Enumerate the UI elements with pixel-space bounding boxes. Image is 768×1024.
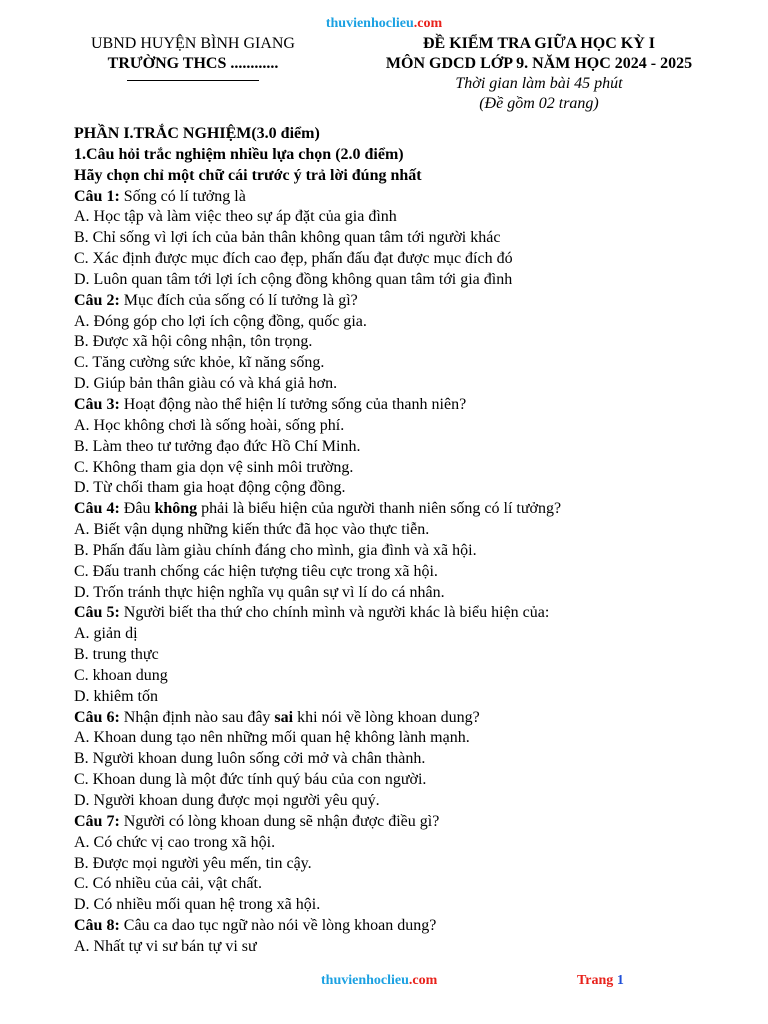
answer-option: B. Được xã hội công nhận, tôn trọng. bbox=[74, 333, 313, 351]
question-number: Câu 7: bbox=[74, 812, 120, 830]
answer-option: C. Đấu tranh chống các hiện tượng tiêu cực trong xã hội. bbox=[74, 562, 438, 580]
site-domain: .com bbox=[408, 973, 438, 988]
question-text: Người biết tha thứ cho chính mình và người khác là biểu hiện của: bbox=[119, 604, 550, 622]
site-name: thuvienhoclieu bbox=[321, 973, 409, 988]
answer-option: B. Người khoan dung luôn sống cởi mở và chân thành. bbox=[74, 750, 426, 768]
question-text: Đâu bbox=[119, 500, 155, 518]
answer-option: D. Luôn quan tâm tới lợi ích cộng đồng không quan tâm tới gia đình bbox=[74, 270, 513, 288]
header-divider bbox=[127, 80, 259, 81]
answer-option: A. Khoan dung tạo nên những mối quan hệ không lành mạnh. bbox=[74, 729, 470, 747]
answer-option: B. trung thực bbox=[74, 646, 159, 664]
question-number: Câu 4: bbox=[74, 500, 120, 518]
page-label: Trang bbox=[577, 973, 617, 988]
answer-option: B. Phấn đấu làm giàu chính đáng cho mình, gia đình và xã hội. bbox=[74, 541, 477, 559]
site-header-brand bbox=[0, 16, 768, 32]
answer-option: D. Người khoan dung được mọi người yêu quý. bbox=[74, 792, 380, 809]
site-domain: .com bbox=[413, 16, 443, 31]
answer-option: D. Có nhiều mối quan hệ trong xã hội. bbox=[74, 896, 321, 914]
question-number: Câu 2: bbox=[74, 291, 120, 309]
question-list bbox=[74, 187, 714, 958]
answer-option: C. Khoan dung là một đức tính quý báu của con người. bbox=[74, 771, 427, 789]
answer-option: D. Từ chối tham gia hoạt động cộng đồng. bbox=[74, 479, 346, 497]
site-name: thuvienhoclieu bbox=[325, 16, 414, 31]
question-stem bbox=[74, 395, 714, 416]
question-text: Sống có lí tưởng là bbox=[119, 187, 246, 205]
question-number: Câu 3: bbox=[74, 395, 120, 413]
answer-option: A. Có chức vị cao trong xã hội. bbox=[74, 833, 276, 851]
question-emphasis: sai bbox=[274, 708, 294, 726]
question-number: Câu 5: bbox=[74, 604, 120, 622]
question-stem bbox=[74, 603, 714, 624]
question-stem bbox=[74, 812, 714, 833]
question-number: Câu 8: bbox=[74, 917, 120, 935]
header-left bbox=[80, 34, 306, 81]
page-number bbox=[577, 973, 624, 989]
answer-option: B. Được mọi người yêu mến, tin cậy. bbox=[74, 854, 312, 872]
section-subtitle: 1.Câu hỏi trắc nghiệm nhiều lựa chọn (2.0 điểm) bbox=[74, 145, 404, 163]
exam-duration: Thời gian làm bài 45 phút bbox=[455, 75, 623, 92]
answer-option: A. Biết vận dụng những kiến thức đã học vào thực tiễn. bbox=[74, 521, 430, 539]
answer-option: C. Tăng cường sức khỏe, kĩ năng sống. bbox=[74, 354, 325, 372]
answer-option: C. khoan dung bbox=[74, 666, 168, 684]
answer-option: C. Không tham gia dọn vệ sinh môi trường. bbox=[74, 458, 354, 476]
exam-title: ĐỀ KIỂM TRA GIỮA HỌC KỲ I bbox=[422, 35, 656, 52]
answer-option: A. Đóng góp cho lợi ích cộng đồng, quốc gia. bbox=[74, 312, 367, 330]
answer-option: A. Nhất tự vi sư bán tự vi sư bbox=[74, 937, 257, 955]
question-number: Câu 6: bbox=[74, 708, 120, 726]
question-stem bbox=[74, 187, 714, 208]
answer-option: D. khiêm tốn bbox=[74, 687, 158, 705]
question-stem bbox=[74, 499, 714, 520]
question-stem bbox=[74, 291, 714, 312]
answer-option: D. Giúp bản thân giàu có và khá giả hơn. bbox=[74, 375, 338, 393]
section-instruction: Hãy chọn chỉ một chữ cái trước ý trả lời đúng nhất bbox=[74, 166, 422, 184]
question-emphasis: không bbox=[154, 500, 198, 518]
answer-option: B. Làm theo tư tưởng đạo đức Hồ Chí Minh. bbox=[74, 437, 361, 455]
answer-option: A. Học tập và làm việc theo sự áp đặt của gia đình bbox=[74, 208, 397, 226]
question-text: Câu ca dao tục ngữ nào nói về lòng khoan dung? bbox=[119, 917, 437, 935]
question-text: Mục đích của sống có lí tưởng là gì? bbox=[119, 291, 358, 309]
question-text: Nhận định nào sau đây bbox=[119, 708, 275, 726]
exam-pages-note: (Đề gồm 02 trang) bbox=[479, 95, 599, 112]
answer-option: C. Có nhiều của cải, vật chất. bbox=[74, 875, 262, 893]
exam-subject: MÔN GDCD LỚP 9. NĂM HỌC 2024 - 2025 bbox=[385, 55, 693, 72]
question-text-end: phải là biểu hiện của người thanh niên sống có lí tưởng? bbox=[197, 500, 562, 518]
school-name: TRƯỜNG THCS ............ bbox=[107, 55, 279, 72]
exam-content bbox=[74, 124, 714, 958]
question-text-end: khi nói về lòng khoan dung? bbox=[293, 708, 480, 726]
answer-option: D. Trốn tránh thực hiện nghĩa vụ quân sự vì lí do cá nhân. bbox=[74, 583, 445, 601]
question-text: Người có lòng khoan dung sẽ nhận được điều gì? bbox=[119, 812, 440, 830]
answer-option: A. giản dị bbox=[74, 625, 138, 643]
header-right bbox=[372, 34, 706, 114]
question-stem bbox=[74, 708, 714, 729]
answer-option: B. Chỉ sống vì lợi ích của bản thân không quan tâm tới người khác bbox=[74, 229, 501, 247]
page-number-value: 1 bbox=[616, 973, 624, 988]
district-name: UBND HUYỆN BÌNH GIANG bbox=[91, 35, 295, 52]
answer-option: C. Xác định được mục đích cao đẹp, phấn đấu đạt được mục đích đó bbox=[74, 250, 513, 268]
question-number: Câu 1: bbox=[74, 187, 120, 205]
section-title: PHẦN I.TRẮC NGHIỆM(3.0 điểm) bbox=[74, 125, 320, 142]
question-stem bbox=[74, 916, 714, 937]
answer-option: A. Học không chơi là sống hoài, sống phí. bbox=[74, 416, 345, 434]
site-footer-brand bbox=[321, 973, 437, 989]
question-text: Hoạt động nào thể hiện lí tưởng sống của thanh niên? bbox=[119, 395, 467, 413]
